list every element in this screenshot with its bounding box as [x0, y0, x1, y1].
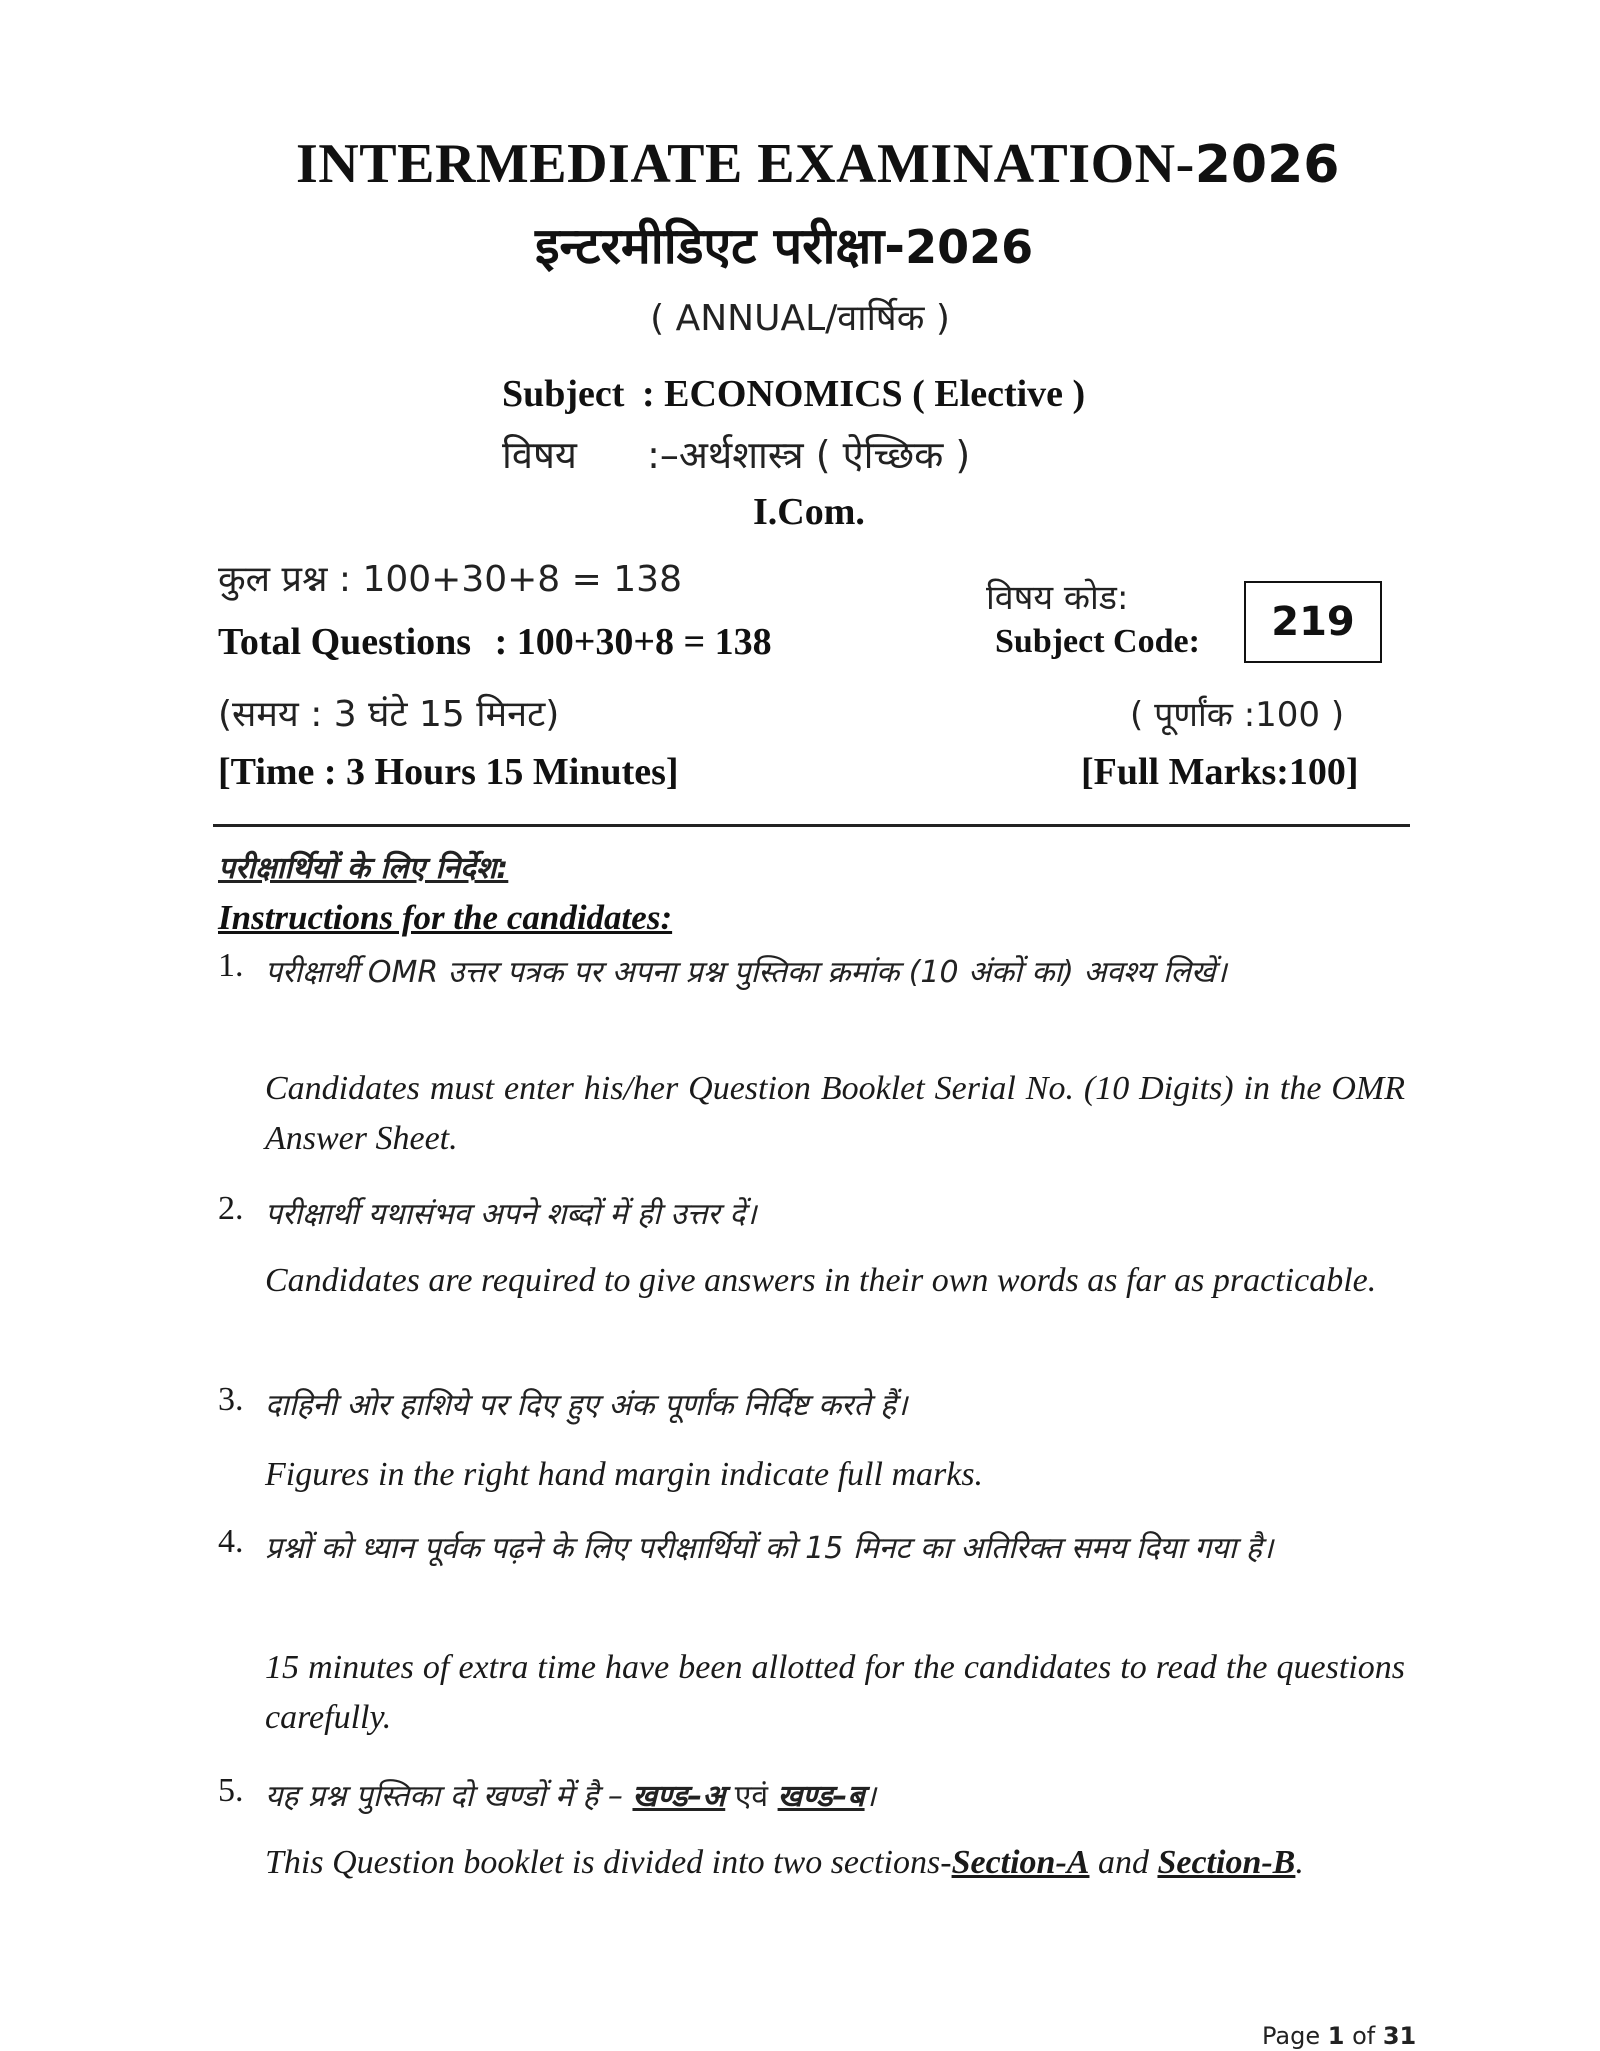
subject-code-en: Subject Code:	[995, 623, 1200, 660]
time-en: [Time : 3 Hours 15 Minutes]	[218, 751, 679, 793]
subject-value-hi: :–अर्थशास्त्र ( ऐच्छिक )	[647, 433, 971, 477]
item-number: 5.	[218, 1772, 244, 1809]
instruction-5-en-end: .	[1295, 1844, 1304, 1881]
page-current: 1	[1327, 2022, 1345, 2050]
exam-title-en: INTERMEDIATE EXAMINATION-	[296, 133, 1195, 195]
instruction-5-en-pre: This Question booklet is divided into two sections-	[265, 1844, 952, 1881]
instruction-1-en: Candidates must enter his/her Question Booklet Serial No. (10 Digits) in the OMR Answer Sheet.	[265, 1070, 1405, 1157]
instruction-1-hi: परीक्षार्थी OMR उत्तर पत्रक पर अपना प्रश्न पुस्तिका क्रमांक (10 अंकों का) अवश्य लिखें।	[265, 955, 1227, 990]
total-questions-en-line	[218, 620, 772, 664]
subject-code-value: 219	[1271, 599, 1355, 645]
instructions-heading-en: Instructions for the candidates:	[218, 898, 673, 937]
instruction-5-hi-mid: एवं	[725, 1779, 778, 1814]
instruction-4-en: 15 minutes of extra time have been allotted for the candidates to read the questions carefully.	[265, 1649, 1405, 1736]
annual-label: ( ANNUAL/वार्षिक )	[650, 298, 950, 339]
page-total: 31	[1382, 2022, 1417, 2050]
instruction-4-hi: प्रश्नों को ध्यान पूर्वक पढ़ने के लिए परीक्षार्थियों को 15 मिनट का अतिरिक्त समय दिया गया है।	[265, 1531, 1274, 1566]
item-number: 3.	[218, 1381, 244, 1418]
item-number: 4.	[218, 1523, 244, 1560]
exam-year-en: 2026	[1194, 135, 1340, 195]
exam-title-hi: इन्टरमीडिएट परीक्षा-	[535, 217, 906, 275]
section-b-hi: खण्ड–ब	[777, 1779, 865, 1814]
exam-year-hi: 2026	[905, 220, 1034, 274]
header-divider	[213, 824, 1410, 827]
subject-en-line	[502, 372, 1085, 416]
subject-label-en: Subject	[502, 373, 625, 415]
page-mid: of	[1344, 2022, 1383, 2050]
instruction-5-hi-end: ।	[864, 1779, 876, 1814]
item-number: 1.	[218, 947, 244, 984]
marks-en: [Full Marks:100]	[1081, 751, 1359, 793]
stream-label: I.Com.	[753, 491, 865, 533]
total-questions-hi: कुल प्रश्न : 100+30+8 = 138	[218, 559, 682, 600]
instruction-3-hi: दाहिनी ओर हाशिये पर दिए हुए अंक पूर्णांक निर्दिष्ट करते हैं।	[265, 1388, 908, 1423]
time-hi: (समय : 3 घंटे 15 मिनट)	[218, 694, 560, 735]
instruction-5-en-mid: and	[1089, 1844, 1158, 1881]
subject-value-en: : ECONOMICS ( Elective )	[641, 373, 1086, 415]
marks-hi: ( पूर्णांक :100 )	[1130, 695, 1345, 735]
instruction-5-en	[265, 1838, 1304, 1888]
section-a-en: Section-A	[951, 1844, 1090, 1881]
exam-title-hi-line	[535, 210, 1033, 278]
subject-code-box	[1244, 581, 1382, 663]
subject-code-hi: विषय कोड:	[986, 578, 1129, 618]
item-number: 2.	[218, 1190, 244, 1227]
total-questions-en-label: Total Questions	[218, 621, 472, 663]
instruction-3-en: Figures in the right hand margin indicate full marks.	[265, 1456, 984, 1493]
section-a-hi: खण्ड–अ	[632, 1779, 726, 1814]
section-b-en: Section-B	[1157, 1844, 1296, 1881]
instruction-5-hi-pre: यह प्रश्न पुस्तिका दो खण्डों में है –	[265, 1779, 633, 1814]
exam-title-en-line	[296, 132, 1339, 196]
instruction-5-hi	[265, 1774, 876, 1815]
total-questions-en-value: : 100+30+8 = 138	[494, 621, 772, 663]
instructions-heading-hi: परीक्षार्थियों के लिए निर्देश:	[218, 851, 509, 886]
instruction-2-en: Candidates are required to give answers in their own words as far as practicable.	[265, 1262, 1377, 1299]
subject-label-hi: विषय	[502, 433, 577, 477]
page-prefix: Page	[1262, 2022, 1328, 2050]
page-number	[1262, 2022, 1416, 2050]
subject-hi-line	[502, 428, 970, 480]
instruction-2-hi: परीक्षार्थी यथासंभव अपने शब्दों में ही उत्तर दें।	[265, 1197, 757, 1232]
